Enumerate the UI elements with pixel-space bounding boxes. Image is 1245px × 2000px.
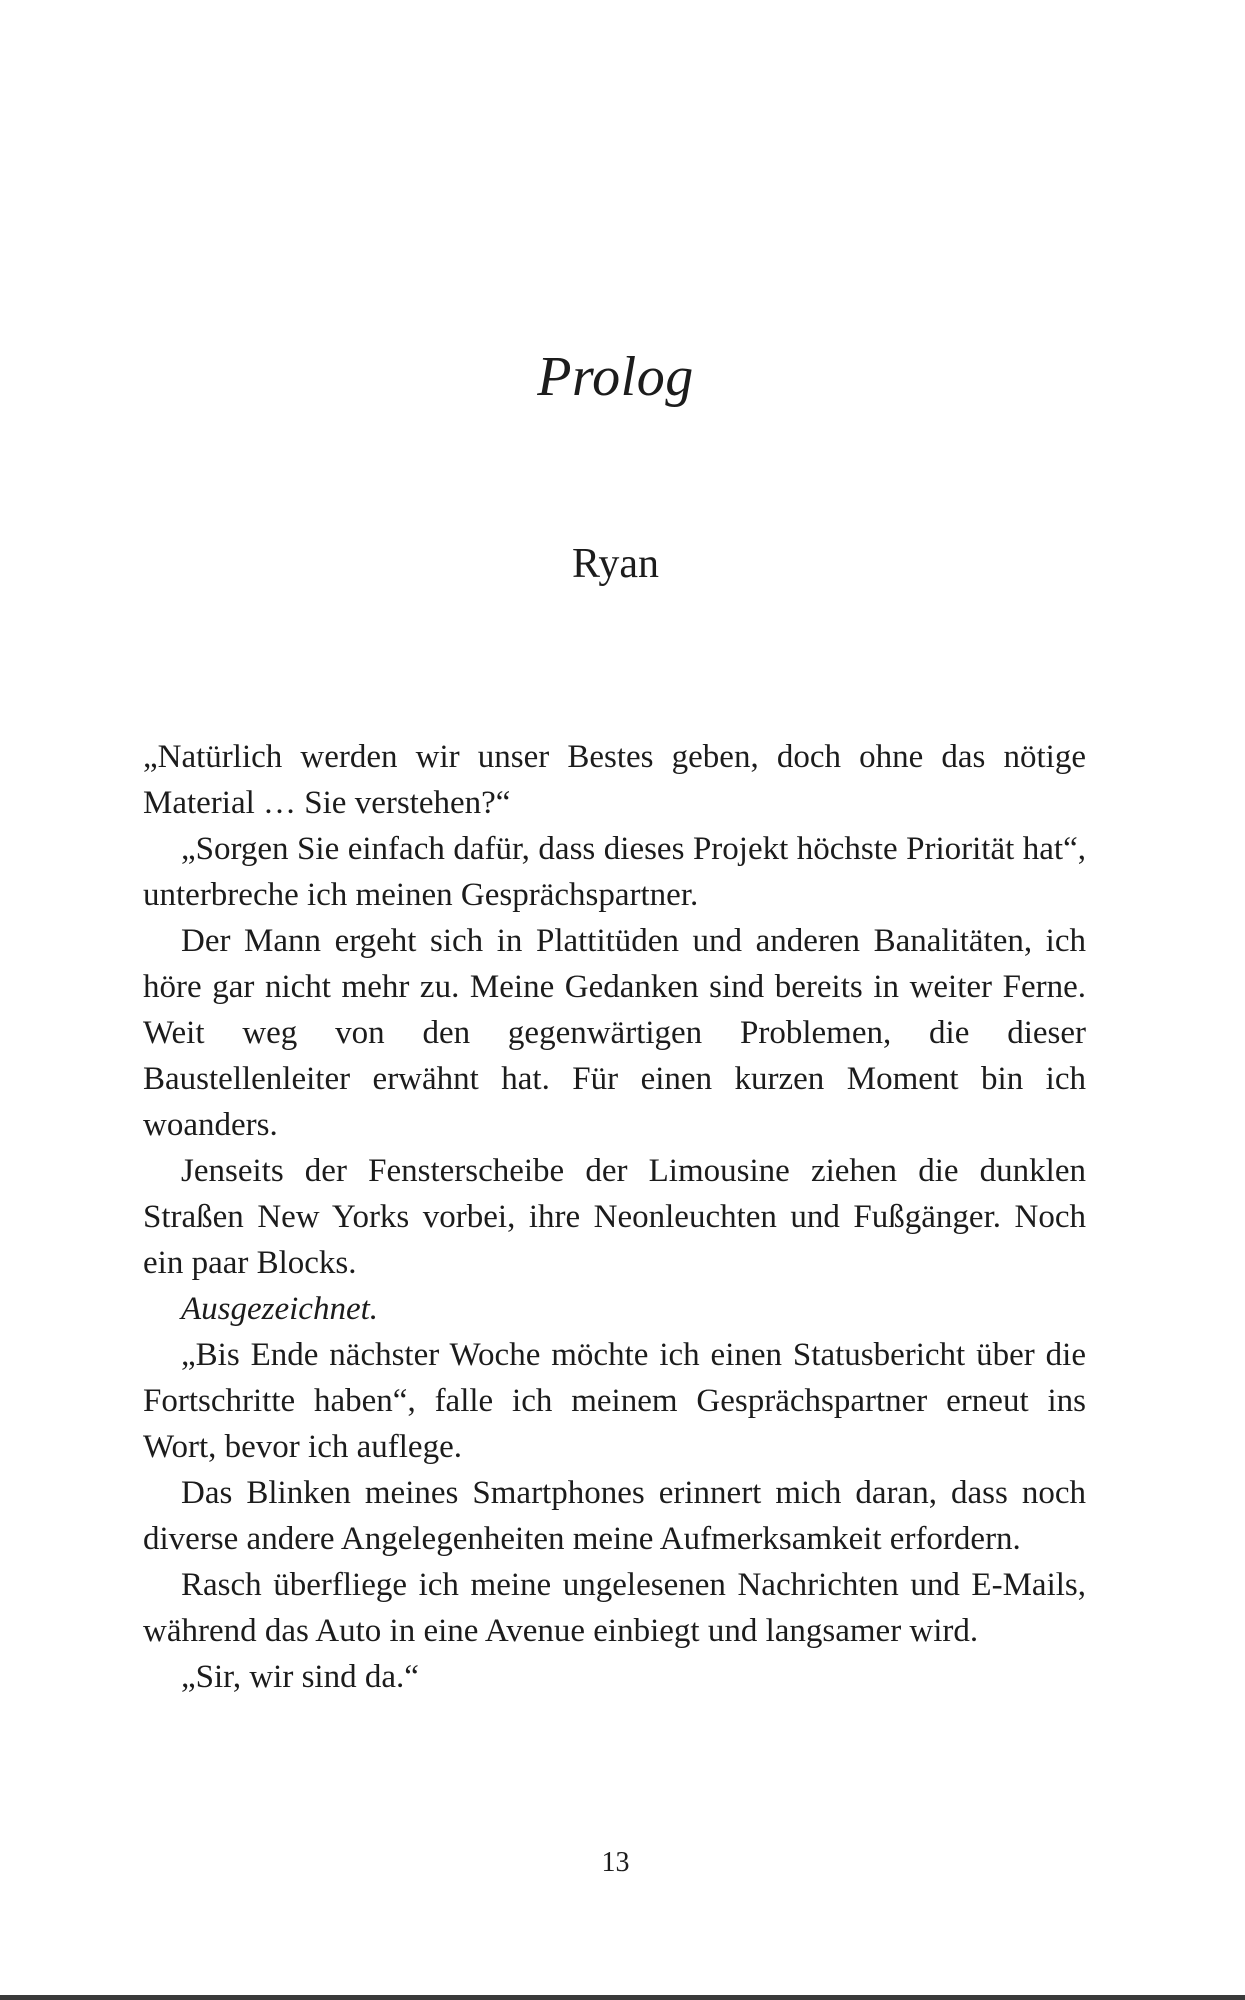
bottom-rule bbox=[0, 1995, 1245, 2000]
paragraph: Der Mann ergeht sich in Plattitüden und anderen Banalitäten, ich höre gar nicht mehr zu. Meine Gedanken sind bereits in weiter Ferne. Weit weg von den gegenwärtigen Problemen, die dieser Baustellenleiter erwähnt hat. Für einen kurzen Moment bin ich woanders. bbox=[143, 923, 1086, 1143]
section-title: Ryan bbox=[572, 541, 659, 587]
paragraph: Rasch überfliege ich meine ungelesenen Nachrichten und E-Mails, während das Auto in eine Avenue einbiegt und langsamer wird. bbox=[143, 1567, 1086, 1649]
page-number: 13 bbox=[601, 1847, 630, 1878]
paragraph: „Sorgen Sie einfach dafür, dass dieses Projekt höchste Priorität hat“, unterbreche ich meinen Gesprächspartner. bbox=[143, 831, 1086, 913]
paragraph: Das Blinken meines Smartphones erinnert mich daran, dass noch diverse andere Angelegenheiten meine Aufmerksamkeit erfordern. bbox=[143, 1475, 1086, 1557]
paragraph: Jenseits der Fensterscheibe der Limousine ziehen die dunklen Straßen New Yorks vorbei, ihre Neonleuchten und Fußgänger. Noch ein paar Blocks. bbox=[143, 1153, 1086, 1281]
paragraph: „Natürlich werden wir unser Bestes geben, doch ohne das nötige Material … Sie verstehen?“ bbox=[143, 739, 1086, 821]
chapter-title: Prolog bbox=[537, 346, 694, 408]
body-text bbox=[143, 734, 1086, 1700]
paragraph: „Sir, wir sind da.“ bbox=[181, 1659, 419, 1695]
paragraph: „Bis Ende nächster Woche möchte ich einen Statusbericht über die Fortschritte haben“, falle ich meinem Gesprächspartner erneut ins Wort, bevor ich auflege. bbox=[143, 1337, 1086, 1465]
paragraph-italic: Ausgezeichnet. bbox=[181, 1291, 379, 1327]
